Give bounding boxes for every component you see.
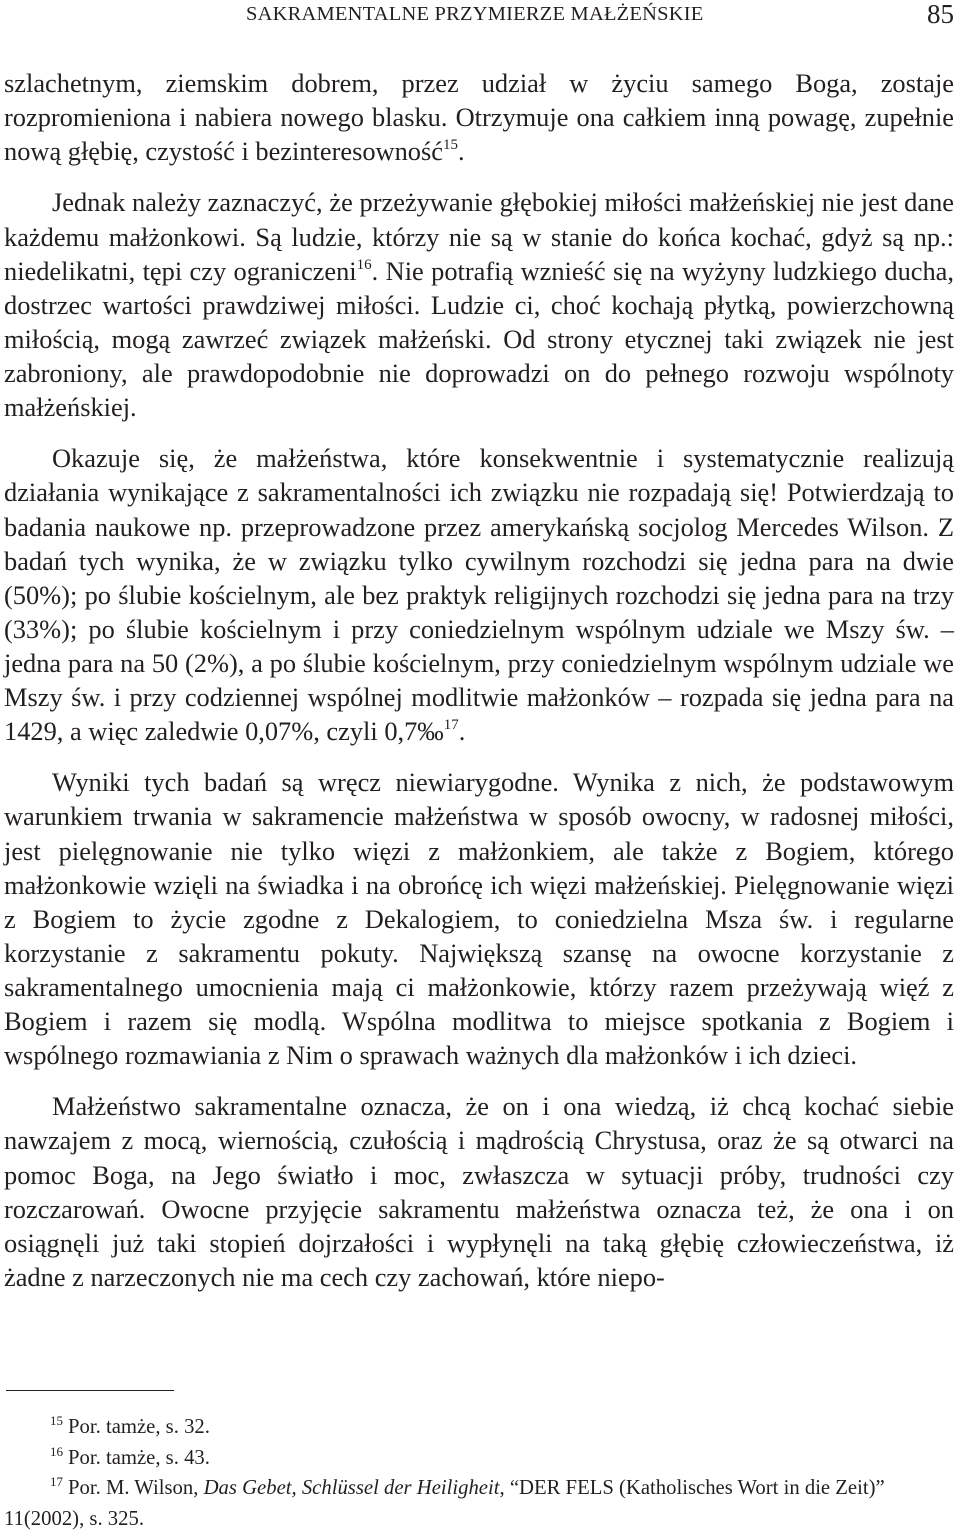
footnote-number: 15: [50, 1413, 63, 1428]
running-header-title: SAKRAMENTALNE PRZYMIERZE MAŁŻEŃSKIE: [246, 3, 704, 25]
footnote-divider: [6, 1390, 174, 1391]
footnote-number: 17: [50, 1474, 63, 1490]
running-header: [0, 0, 960, 40]
footnote-ref[interactable]: 15: [442, 137, 458, 154]
paragraph: Wyniki tych badań są wręcz niewiarygodne. Wynika z nich, że podstawowym warunkiem trwania w sakramencie małżeństwa w sposób owocny, w radosnej miłości, jest pielęgnowanie nie tylko więzi z małżonkiem, ale także z Bogiem, którego małżonkowie wzięli na świadka i na obrońcę ich więzi małżeńskiej. Pielęgnowanie więzi z Bogiem to życie zgodne z Dekalogiem, to coniedzielna Msza św. i regularne korzystanie z sakramentu pokuty. Największą szansę na owocne korzystanie z sakramentalnego umocnienia mają ci małżonkowie, którzy razem przeżywają więź z Bogiem i razem się modlą. Wspólna modlitwa to miejsce spotkania z Bogiem i wspólnego rozmawiania z Nim o sprawach ważnych dla małżonków i ich dzieci.: [4, 767, 954, 1071]
footnote-item: $^{17}$ Por. M. Wilson, Das Gebet, Schlüssel der Heiligheit, “DER FELS (Katholisches Wort in die Zeit)” 11(2002), s. 325.: [4, 1474, 885, 1530]
page-number: 85: [927, 0, 954, 29]
citation-title: Das Gebet, Schlüssel der Heiligheit: [203, 1477, 500, 1500]
footnote-ref[interactable]: 17: [443, 717, 459, 734]
footnotes: [4, 1412, 956, 1534]
paragraph: Okazuje się, że małżeństwa, które konsekwentnie i systematycznie realizują działania wynikające z sakramentalności ich związku nie rozpadają się! Potwierdzają to badania naukowe np. przeprowadzone przez amerykańską socjolog Mercedes Wilson. Z badań tych wynika, że w związku tylko cywilnym rozchodzi się jedna para na dwie (50%); po ślubie kościelnym, ale bez praktyk religijnych rozchodzi się jedna para na trzy (33%); po ślubie kościelnym i przy coniedzielnym wspólnym udziale we Mszy św. – jedna para na 50 (2%), a po ślubie kościelnym, przy coniedzielnym wspólnym udziale we Mszy św. i przy codziennej wspólnej modlitwie małżonków – rozpada się jedna para na 1429, a więc zaledwie 0,07%, czyli 0,7‰$^{17}$.: [4, 443, 954, 747]
paragraph: Jednak należy zaznaczyć, że przeżywanie głębokiej miłości małżeńskiej nie jest dane każdemu małżonkowi. Są ludzie, którzy nie są w stanie do końca kochać, gdyż są np.: niedelikatni, tępi czy ograniczeni$^{16}$. Nie potrafią wznieść się na wyżyny ludzkiego ducha, dostrzec wartości prawdziwej miłości. Ludzie ci, choć kochają płytką, powierzchowną miłością, mogą zawrzeć związek małżeński. Od strony etycznej taki związek nie jest zabroniony, ale prawdopodobnie nie doprowadzi on do pełnego rozwoju wspólnoty małżeńskiej.: [4, 187, 954, 423]
footnote-item: $^{15}$ Por. tamże, s. 32.: [50, 1413, 210, 1438]
footnote-item: $^{16}$ Por. tamże, s. 43.: [50, 1443, 210, 1469]
body-text: [4, 66, 954, 1311]
paragraph: szlachetnym, ziemskim dobrem, przez udział w życiu samego Boga, zostaje rozpromieniona i nabiera nowego blasku. Otrzymuje ona całkiem inną powagę, zupełnie nową głębię, czystość i bezinteresowność$^{15}$.: [4, 68, 954, 167]
footnote-number: 16: [50, 1443, 63, 1459]
footnote-ref[interactable]: 16: [356, 256, 372, 273]
paragraph: Małżeństwo sakramentalne oznacza, że on i ona wiedzą, iż chcą kochać siebie nawzajem z mocą, wiernością, czułością i mądrością Chrystusa, oraz że są otwarci na pomoc Boga, na Jego światło i moc, zwłaszcza w sytuacji próby, trudności czy rozczarowań. Owocne przyjęcie sakramentu małżeństwa oznacza też, że ona i on osiągnęli już taki stopień dojrzałości i wypłynęli na taką głębię człowieczeństwa, iż żadne z narzeczonych nie ma cech czy zachowań, które niepo-: [4, 1091, 954, 1292]
